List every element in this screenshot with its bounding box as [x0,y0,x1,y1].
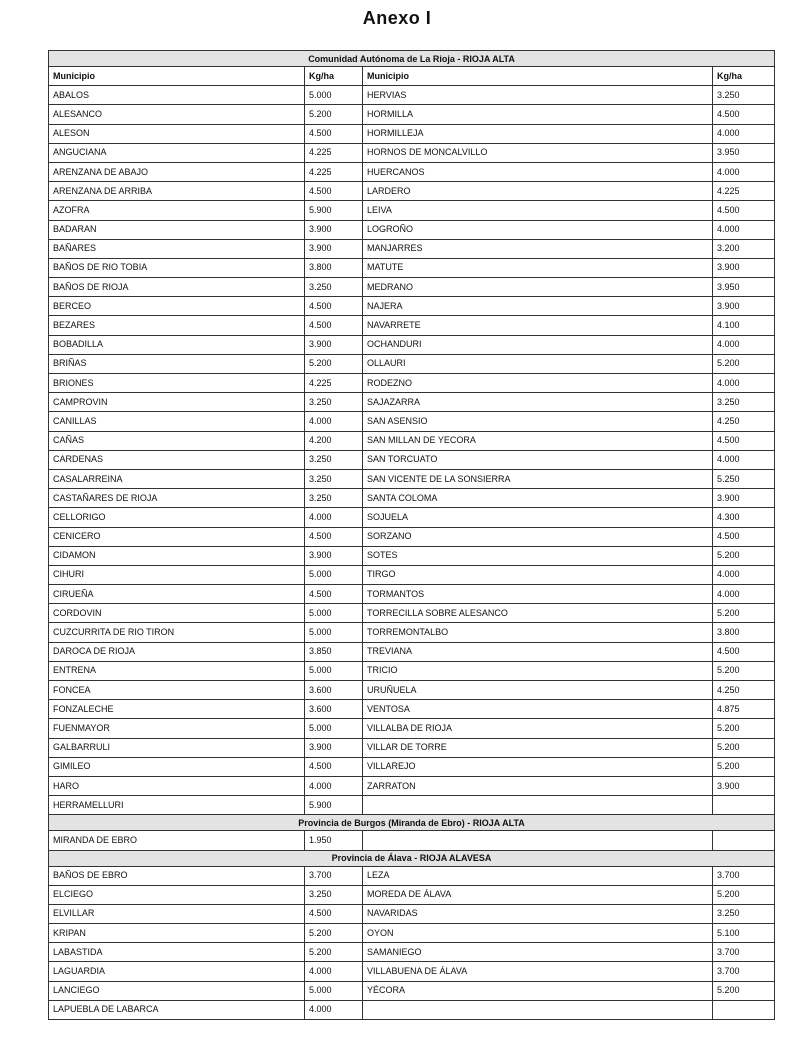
yield-cell: 5.200 [713,738,775,757]
table-row [49,258,775,277]
municipio-cell: CASTAÑARES DE RIOJA [49,489,305,508]
municipio-cell: BAÑOS DE RIO TOBIA [49,258,305,277]
table-row [49,585,775,604]
table-row [49,700,775,719]
yield-cell: 5.200 [713,604,775,623]
yield-cell: 3.950 [713,278,775,297]
yield-cell: 4.225 [305,374,363,393]
table-row [49,393,775,412]
municipio-cell: TRICIO [363,661,713,680]
municipio-cell: SAN ASENSIO [363,412,713,431]
municipio-cell: HORMILLA [363,105,713,124]
yield-cell: 4.500 [305,757,363,776]
yield-cell: 3.200 [713,239,775,258]
yield-cell: 3.900 [713,776,775,795]
municipio-cell: LARDERO [363,182,713,201]
municipio-cell: HERRAMELLURI [49,796,305,815]
yield-cell: 5.200 [713,719,775,738]
municipio-cell: CORDOVIN [49,604,305,623]
municipio-cell: MEDRANO [363,278,713,297]
municipio-cell: ELCIEGO [49,885,305,904]
table-row [49,374,775,393]
table-row [49,124,775,143]
table-row [49,220,775,239]
municipio-cell: OLLAURI [363,354,713,373]
municipio-cell: CAÑAS [49,431,305,450]
yield-cell: 4.000 [713,220,775,239]
municipio-cell: ARENZANA DE ABAJO [49,162,305,181]
municipio-cell: SOJUELA [363,508,713,527]
yield-cell: 4.225 [305,162,363,181]
document-title: Anexo I [362,8,432,28]
table-row [49,162,775,181]
yield-cell: 5.200 [713,661,775,680]
yield-cell: 4.250 [713,681,775,700]
table-row [49,86,775,105]
table-row [49,565,775,584]
municipio-cell: LAPUEBLA DE LABARCA [49,1000,305,1019]
yield-cell: 3.900 [713,297,775,316]
table-row [49,508,775,527]
yield-cell: 4.100 [713,316,775,335]
yield-cell: 4.000 [713,124,775,143]
yield-cell: 3.250 [305,489,363,508]
yield-cell: 5.200 [713,885,775,904]
municipio-cell: BRIÑAS [49,354,305,373]
table-row [49,201,775,220]
table-row [49,962,775,981]
yield-cell: 3.250 [713,393,775,412]
table-row [49,866,775,885]
municipio-cell: NAVARIDAS [363,904,713,923]
municipio-cell: VILLALBA DE RIOJA [363,719,713,738]
yield-cell: 5.000 [305,981,363,1000]
yield-cell: 4.500 [713,431,775,450]
municipio-cell: KRIPAN [49,924,305,943]
yield-cell: 5.200 [305,354,363,373]
table-row [49,527,775,546]
municipio-cell: MATUTE [363,258,713,277]
table-row [49,924,775,943]
yield-cell: 5.100 [713,924,775,943]
yield-cell: 4.000 [305,412,363,431]
table-row [49,796,775,815]
yield-cell: 5.000 [305,661,363,680]
municipio-cell: HARO [49,776,305,795]
municipio-cell: CANILLAS [49,412,305,431]
yield-cell: 3.900 [305,239,363,258]
yield-cell: 4.500 [305,124,363,143]
table-row [49,831,775,850]
yield-cell: 3.950 [713,143,775,162]
municipio-cell: BRIONES [49,374,305,393]
table-row [49,412,775,431]
municipio-cell: BAÑOS DE RIOJA [49,278,305,297]
municipio-cell: VILLAREJO [363,757,713,776]
yield-cell: 4.200 [305,431,363,450]
municipio-cell: MOREDA DE ÁLAVA [363,885,713,904]
yield-cell: 5.200 [713,354,775,373]
municipio-cell: SAN TORCUATO [363,450,713,469]
municipio-cell: BAÑARES [49,239,305,258]
table-row [49,489,775,508]
municipio-cell: LEZA [363,866,713,885]
municipio-cell: CIRUEÑA [49,585,305,604]
municipio-cell: LOGROÑO [363,220,713,239]
yield-cell: 4.000 [305,1000,363,1019]
municipio-cell: HUERCANOS [363,162,713,181]
yield-cell: 4.500 [305,297,363,316]
municipio-cell: VILLABUENA DE ÁLAVA [363,962,713,981]
municipio-cell: TORMANTOS [363,585,713,604]
yield-cell: 5.250 [713,469,775,488]
table-row [49,885,775,904]
municipio-cell: BADARAN [49,220,305,239]
column-header-kg: Kg/ha [305,67,363,86]
table-row [49,546,775,565]
table-row [49,661,775,680]
section-heading: Provincia de Álava - RIOJA ALAVESA [49,850,775,866]
municipio-cell: HERVIAS [363,86,713,105]
yield-cell: 5.900 [305,201,363,220]
municipio-cell: FONCEA [49,681,305,700]
yield-cell: 3.700 [713,962,775,981]
yield-cell: 3.250 [305,278,363,297]
municipio-cell: BOBADILLA [49,335,305,354]
municipio-cell: RODEZNO [363,374,713,393]
table-row [49,757,775,776]
yield-cell: 4.000 [713,585,775,604]
yield-cell: 3.900 [305,335,363,354]
yield-cell: 3.700 [713,943,775,962]
yield-cell: 4.300 [713,508,775,527]
section-heading-row [49,850,775,866]
municipio-cell [363,796,713,815]
yield-cell: 4.000 [305,508,363,527]
table-row [49,904,775,923]
yield-cell: 3.800 [713,623,775,642]
table-row [49,431,775,450]
table-row [49,450,775,469]
municipio-cell: FUENMAYOR [49,719,305,738]
yield-cell: 3.250 [305,885,363,904]
yield-cell [713,1000,775,1019]
municipio-cell: HORMILLEJA [363,124,713,143]
yield-cell: 4.500 [713,201,775,220]
municipio-cell: ALESON [49,124,305,143]
municipio-cell: NAJERA [363,297,713,316]
yield-cell: 4.000 [305,962,363,981]
table-row [49,297,775,316]
table-row [49,738,775,757]
section-heading: Provincia de Burgos (Miranda de Ebro) - RIOJA ALTA [49,815,775,831]
yield-cell: 3.600 [305,700,363,719]
municipio-cell: OYON [363,924,713,943]
yield-cell: 4.000 [713,335,775,354]
table-row [49,623,775,642]
municipio-cell: HORNOS DE MONCALVILLO [363,143,713,162]
municipio-cell: SOTES [363,546,713,565]
municipio-cell: CIDAMON [49,546,305,565]
yield-cell: 5.900 [305,796,363,815]
municipio-cell: CUZCURRITA DE RIO TIRON [49,623,305,642]
column-header-kg: Kg/ha [713,67,775,86]
municipio-cell: CENICERO [49,527,305,546]
yield-cell [713,831,775,850]
yield-cell: 5.200 [713,546,775,565]
municipio-cell: ALESANCO [49,105,305,124]
yield-table [48,50,775,1020]
yield-cell: 3.250 [305,469,363,488]
municipio-cell: BEZARES [49,316,305,335]
yield-cell: 5.000 [305,86,363,105]
municipio-cell: DAROCA DE RIOJA [49,642,305,661]
yield-cell: 1.950 [305,831,363,850]
table-row [49,469,775,488]
column-header-municipio: Municipio [49,67,305,86]
municipio-cell: CELLORIGO [49,508,305,527]
municipio-cell: LANCIEGO [49,981,305,1000]
yield-cell: 5.200 [305,924,363,943]
yield-cell: 3.850 [305,642,363,661]
municipio-cell: LABASTIDA [49,943,305,962]
yield-cell: 4.000 [305,776,363,795]
table-row [49,981,775,1000]
yield-cell: 3.900 [713,258,775,277]
municipio-cell: SANTA COLOMA [363,489,713,508]
column-header-municipio: Municipio [363,67,713,86]
yield-cell: 3.700 [305,866,363,885]
yield-cell: 4.500 [305,585,363,604]
table-row [49,182,775,201]
section-heading-row [49,815,775,831]
municipio-cell: ANGUCIANA [49,143,305,162]
yield-cell: 4.500 [305,182,363,201]
yield-cell: 5.000 [305,604,363,623]
municipio-cell: YÉCORA [363,981,713,1000]
municipio-cell: SAMANIEGO [363,943,713,962]
municipio-cell: BAÑOS DE EBRO [49,866,305,885]
municipio-cell: TORREMONTALBO [363,623,713,642]
section-heading: Comunidad Autónoma de La Rioja - RIOJA ALTA [49,51,775,67]
yield-cell: 3.900 [713,489,775,508]
municipio-cell: URUÑUELA [363,681,713,700]
yield-cell: 5.200 [713,981,775,1000]
municipio-cell [363,831,713,850]
yield-cell: 4.875 [713,700,775,719]
municipio-cell: TIRGO [363,565,713,584]
yield-cell: 3.600 [305,681,363,700]
municipio-cell: CIHURI [49,565,305,584]
table-row [49,316,775,335]
yield-cell: 4.250 [713,412,775,431]
table-row [49,943,775,962]
municipio-cell: SAJAZARRA [363,393,713,412]
yield-cell: 5.200 [713,757,775,776]
yield-cell: 4.500 [713,527,775,546]
table-row [49,681,775,700]
municipio-cell: CASALARREINA [49,469,305,488]
yield-cell: 3.250 [305,393,363,412]
table-row [49,1000,775,1019]
yield-table-body [49,51,775,1020]
yield-cell: 4.500 [305,316,363,335]
municipio-cell: OCHANDURI [363,335,713,354]
municipio-cell: AZOFRA [49,201,305,220]
table-row [49,719,775,738]
table-row [49,143,775,162]
municipio-cell: SAN VICENTE DE LA SONSIERRA [363,469,713,488]
yield-cell: 3.900 [305,546,363,565]
municipio-cell: ABALOS [49,86,305,105]
municipio-cell: SORZANO [363,527,713,546]
municipio-cell: BERCEO [49,297,305,316]
municipio-cell: CARDENAS [49,450,305,469]
table-row [49,239,775,258]
municipio-cell: GALBARRULI [49,738,305,757]
yield-cell: 4.000 [713,374,775,393]
municipio-cell: VENTOSA [363,700,713,719]
municipio-cell: ENTRENA [49,661,305,680]
yield-cell: 5.200 [305,943,363,962]
municipio-cell: ELVILLAR [49,904,305,923]
yield-cell [713,796,775,815]
table-row [49,354,775,373]
municipio-cell [363,1000,713,1019]
yield-cell: 3.900 [305,738,363,757]
municipio-cell: TORRECILLA SOBRE ALESANCO [363,604,713,623]
municipio-cell: CAMPROVIN [49,393,305,412]
yield-cell: 5.200 [305,105,363,124]
municipio-cell: SAN MILLAN DE YECORA [363,431,713,450]
municipio-cell: GIMILEO [49,757,305,776]
yield-cell: 3.900 [305,220,363,239]
municipio-cell: MANJARRES [363,239,713,258]
municipio-cell: LAGUARDIA [49,962,305,981]
section-heading-row [49,51,775,67]
yield-cell: 4.500 [713,105,775,124]
yield-cell: 4.500 [305,904,363,923]
yield-cell: 3.700 [713,866,775,885]
yield-cell: 3.800 [305,258,363,277]
municipio-cell: LEIVA [363,201,713,220]
yield-cell: 5.000 [305,623,363,642]
yield-cell: 4.500 [305,527,363,546]
municipio-cell: ZARRATON [363,776,713,795]
yield-cell: 5.000 [305,719,363,738]
yield-cell: 3.250 [713,86,775,105]
column-header-row [49,67,775,86]
table-row [49,278,775,297]
municipio-cell: ARENZANA DE ARRIBA [49,182,305,201]
table-row [49,105,775,124]
yield-cell: 4.225 [713,182,775,201]
yield-cell: 4.000 [713,450,775,469]
table-row [49,335,775,354]
municipio-cell: MIRANDA DE EBRO [49,831,305,850]
municipio-cell: VILLAR DE TORRE [363,738,713,757]
table-row [49,642,775,661]
yield-cell: 3.250 [305,450,363,469]
yield-cell: 5.000 [305,565,363,584]
municipio-cell: TREVIANA [363,642,713,661]
yield-cell: 4.000 [713,565,775,584]
table-row [49,604,775,623]
yield-cell: 4.500 [713,642,775,661]
yield-cell: 3.250 [713,904,775,923]
table-row [49,776,775,795]
yield-cell: 4.000 [713,162,775,181]
yield-cell: 4.225 [305,143,363,162]
municipio-cell: NAVARRETE [363,316,713,335]
municipio-cell: FONZALECHE [49,700,305,719]
